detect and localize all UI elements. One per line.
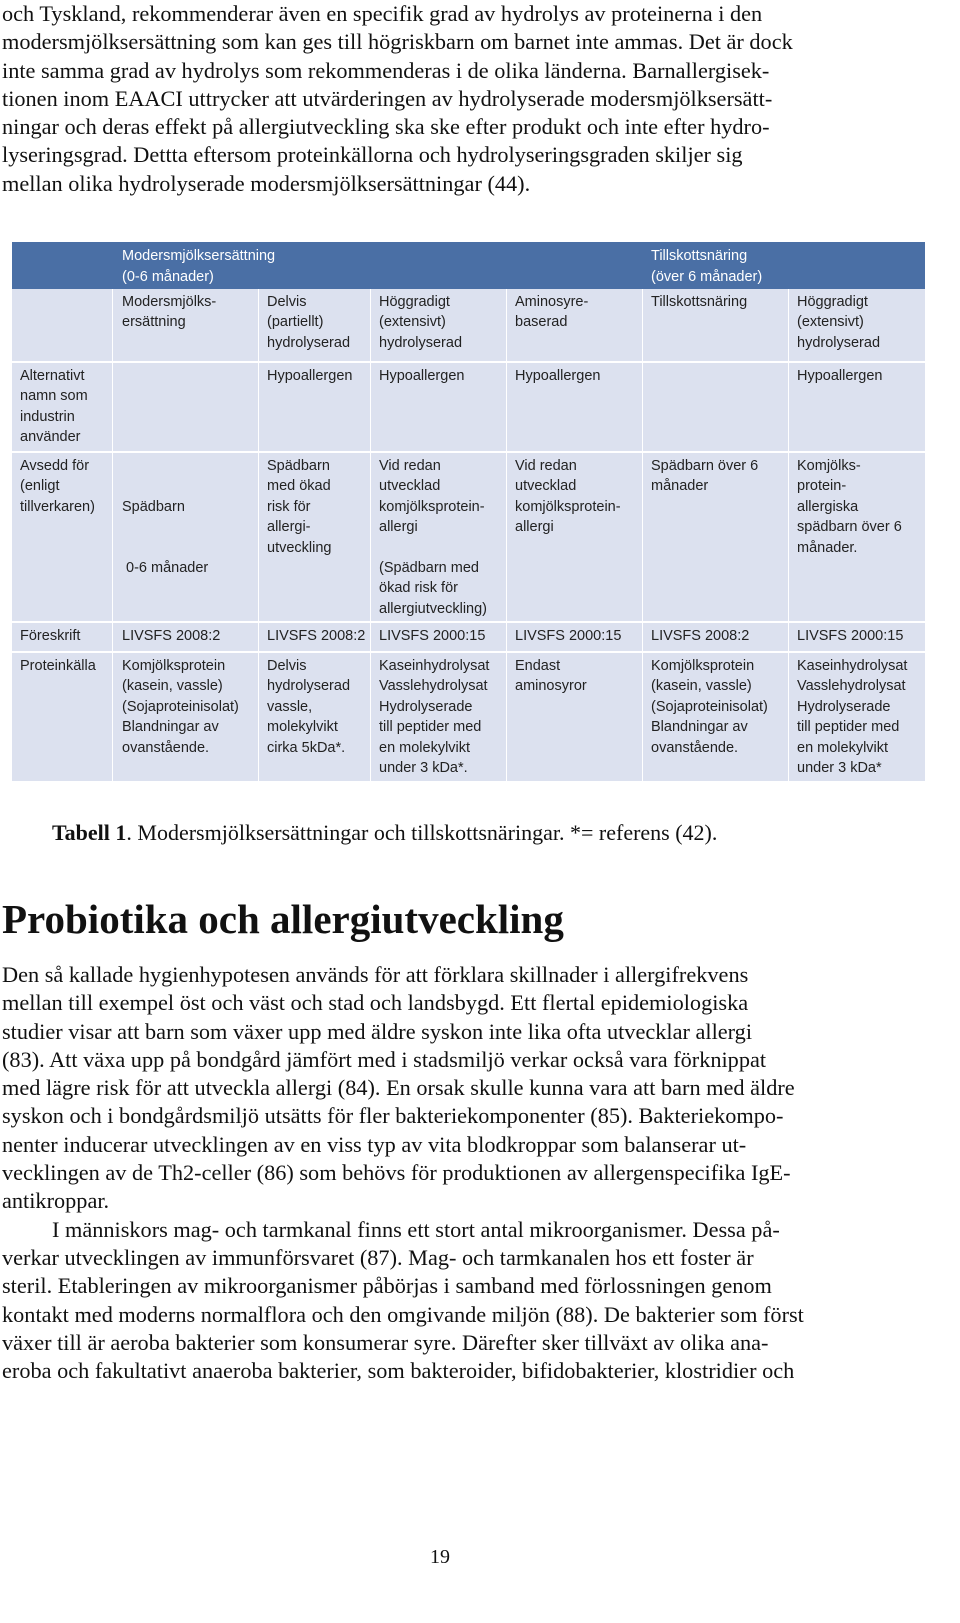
table-divider xyxy=(506,453,507,621)
text-line: Den så kallade hygienhypotesen används för att förklara skillnader i allergifrekvens xyxy=(2,962,749,987)
table-cell xyxy=(267,366,352,386)
cell-line: LIVSFS 2000:15 xyxy=(515,628,622,644)
cell-line: (Sojaproteinisolat) xyxy=(122,698,239,715)
cell-line xyxy=(379,538,487,558)
text-line: antikroppar. xyxy=(2,1188,110,1214)
cell-line: hydrolyserad xyxy=(379,334,463,351)
header-line: (0-6 månader) xyxy=(122,268,214,285)
cell-line: (kasein, vassle) xyxy=(122,678,223,695)
column-header xyxy=(651,292,747,312)
page-number: 19 xyxy=(430,1546,450,1568)
cell-line: Proteinkälla xyxy=(20,658,96,674)
table-divider xyxy=(370,363,371,451)
table-cell xyxy=(379,656,489,778)
table-row xyxy=(12,653,925,781)
column-header xyxy=(797,292,880,353)
cell-line: (extensivt) xyxy=(379,314,446,331)
cell-line: en molekylvikt xyxy=(379,739,471,756)
cell-line: (partiellt) xyxy=(267,314,324,331)
cell-line: Delvis xyxy=(267,294,307,310)
cell-line: allergiska xyxy=(797,498,859,515)
cell-line: Alternativt xyxy=(20,368,85,384)
text-line: kontakt med moderns normalflora och den omgivande miljön (88). De bakterier som först xyxy=(2,1301,804,1327)
column-header xyxy=(379,292,462,353)
cell-line: Kaseinhydrolysat xyxy=(797,658,908,674)
table-divider xyxy=(258,453,259,621)
cell-line: en molekylvikt xyxy=(797,739,889,756)
header-line: Modersmjölksersättning xyxy=(122,248,276,264)
table-divider xyxy=(788,289,789,361)
cell-line: Spädbarn xyxy=(267,458,330,474)
cell-line: tillverkaren) xyxy=(20,498,95,515)
cell-line: Delvis xyxy=(267,658,307,674)
table-divider xyxy=(788,623,789,651)
cell-line: Vid redan xyxy=(379,458,441,474)
text-line: studier visar att barn som växer upp med äldre syskon inte lika ofta utvecklar allergi xyxy=(2,1018,753,1044)
table-divider xyxy=(642,653,643,781)
cell-line: Spädbarn xyxy=(122,498,185,515)
table-divider xyxy=(112,653,113,781)
cell-line: Hydrolyserade xyxy=(797,698,891,715)
cell-line: Höggradigt xyxy=(797,294,868,310)
cell-line: Komjölksprotein xyxy=(651,658,755,674)
table-divider xyxy=(642,623,643,651)
cell-line: Höggradigt xyxy=(379,294,450,310)
text-line: med lägre risk för att utveckla allergi (84). En orsak skulle kunna vara att barn med äldre xyxy=(2,1075,795,1101)
table-cell xyxy=(515,656,587,697)
row-label xyxy=(20,456,95,517)
table-cell xyxy=(651,626,749,646)
table-cell xyxy=(122,656,239,758)
table-row xyxy=(12,453,925,621)
cell-line: baserad xyxy=(515,314,568,331)
table-cell xyxy=(515,366,600,386)
table-cell xyxy=(651,656,768,758)
table-divider xyxy=(506,623,507,651)
table-cell xyxy=(651,456,758,497)
table-divider xyxy=(506,363,507,451)
text-line: syskon och i bondgårdsmiljö utsätts för fler bakteriekomponenter (85). Bakteriekompo- xyxy=(2,1103,784,1129)
cell-line: ovanstående. xyxy=(122,739,210,756)
cell-line: Endast xyxy=(515,658,561,674)
text-line: vecklingen av de Th2-celler (86) som behövs för produktionen av allergenspecifika IgE- xyxy=(2,1160,791,1186)
text-line: eroba och fakultativt anaeroba bakterier, som bakteroider, bifidobakterier, klostridier och xyxy=(2,1358,795,1384)
group-header-formula xyxy=(122,246,275,287)
cell-line: Spädbarn över 6 xyxy=(651,458,759,474)
cell-line: (Spädbarn med xyxy=(379,560,479,577)
cell-line: Hypoallergen xyxy=(267,368,353,384)
cell-line: månader. xyxy=(797,539,858,556)
cell-line: allergiutveckling) xyxy=(379,600,487,617)
cell-line: till peptider med xyxy=(797,719,900,736)
cell-line: allergi xyxy=(379,519,418,536)
table-cell xyxy=(267,656,350,758)
table-divider xyxy=(112,289,113,361)
cell-line: (extensivt) xyxy=(797,314,864,331)
cell-line: ovanstående. xyxy=(651,739,739,756)
row-label xyxy=(20,366,88,448)
table-divider xyxy=(506,653,507,781)
table-divider xyxy=(370,453,371,621)
cell-line: vassle, xyxy=(267,698,313,715)
cell-line: Komjölksprotein xyxy=(122,658,226,674)
cell-line: ersättning xyxy=(122,314,186,331)
table-divider xyxy=(370,653,371,781)
cell-line: namn som xyxy=(20,388,88,405)
table-row xyxy=(12,363,925,451)
cell-line: månader xyxy=(651,478,709,495)
cell-line: Hypoallergen xyxy=(379,368,465,384)
column-header xyxy=(267,292,350,353)
table-divider xyxy=(642,289,643,361)
text-line: I människors mag- och tarmkanal finns ett stort antal mikroorganismer. Dessa på- xyxy=(52,1216,780,1242)
table-divider xyxy=(258,289,259,361)
table-divider xyxy=(370,289,371,361)
cell-line: (Sojaproteinisolat) xyxy=(651,698,768,715)
cell-line: Föreskrift xyxy=(20,628,81,644)
cell-line: hydrolyserad xyxy=(267,334,351,351)
cell-line: LIVSFS 2008:2 xyxy=(122,628,221,644)
table-divider xyxy=(112,623,113,651)
text-line: och Tyskland, rekommenderar även en specifik grad av hydrolys av proteinerna i den xyxy=(2,1,763,26)
cell-line: hydrolyserad xyxy=(797,334,881,351)
table-cell xyxy=(515,456,621,538)
table-group-header-row xyxy=(12,242,925,293)
cell-line: Aminosyre- xyxy=(515,294,589,310)
cell-line: Kaseinhydrolysat xyxy=(379,658,490,674)
cell-line: Blandningar av xyxy=(651,719,748,736)
cell-line: utveckling xyxy=(267,539,332,556)
cell-line: Hydrolyserade xyxy=(379,698,473,715)
table-divider xyxy=(788,453,789,621)
table-cell xyxy=(267,626,365,646)
table-divider xyxy=(642,453,643,621)
table-divider xyxy=(506,289,507,361)
section-heading: Probiotika och allergiutveckling xyxy=(2,896,564,942)
text-line: lyseringsgrad. Dettta eftersom proteinkällorna och hydrolyseringsgraden skiljer sig xyxy=(2,142,743,168)
cell-line: Komjölks- xyxy=(797,458,861,474)
cell-line: industrin xyxy=(20,408,75,425)
cell-line: molekylvikt xyxy=(267,719,338,736)
cell-line: allergi- xyxy=(267,519,311,536)
cell-line: komjölksprotein- xyxy=(515,498,621,515)
body-paragraph xyxy=(2,961,920,1385)
table-cell xyxy=(267,456,331,558)
text-line: modersmjölksersättning som kan ges till högriskbarn om barnet inte ammas. Det är dock xyxy=(2,29,793,55)
cell-line: Vasslehydrolysat xyxy=(379,678,488,695)
text-line: växer till är aeroba bakterier som konsumerar syre. Därefter sker tillväxt av olika ana- xyxy=(2,1329,769,1355)
cell-line: hydrolyserad xyxy=(267,678,351,695)
table-cell xyxy=(797,656,907,778)
table-cell xyxy=(379,626,485,646)
table-divider xyxy=(370,623,371,651)
cell-line: LIVSFS 2008:2 xyxy=(651,628,750,644)
cell-line: till peptider med xyxy=(379,719,482,736)
table-cell xyxy=(379,456,487,619)
cell-line: ökad risk för xyxy=(379,580,458,597)
table-divider xyxy=(788,653,789,781)
column-header xyxy=(122,292,216,333)
cell-line: protein- xyxy=(797,478,847,495)
table-divider xyxy=(258,623,259,651)
cell-line: utvecklad xyxy=(515,478,577,495)
row-label xyxy=(20,656,96,676)
cell-line: risk för xyxy=(267,498,311,515)
table-divider xyxy=(112,453,113,621)
cell-line: komjölksprotein- xyxy=(379,498,485,515)
text-line: inte samma grad av hydrolys som rekommenderas i de olika länderna. Barnallergisek- xyxy=(2,57,770,83)
cell-line: Hypoallergen xyxy=(515,368,601,384)
cell-line: under 3 kDa*. xyxy=(379,760,468,777)
table-divider xyxy=(642,363,643,451)
cell-line: med ökad xyxy=(267,478,331,495)
text-line: ningar och deras effekt på allergiutveckling ska ske efter produkt och inte efter hydro- xyxy=(2,114,770,140)
cell-line: 0-6 månader xyxy=(122,560,209,577)
table-cell xyxy=(379,366,464,386)
cell-line: spädbarn över 6 xyxy=(797,519,902,536)
table-divider xyxy=(258,653,259,781)
group-header-supplement xyxy=(651,246,762,287)
table-row xyxy=(12,623,925,651)
table-cell xyxy=(797,366,882,386)
cell-line: använder xyxy=(20,429,81,446)
text-line: mellan olika hydrolyserade modersmjölksersättningar (44). xyxy=(2,170,531,196)
table-divider xyxy=(788,363,789,451)
cell-line: Modersmjölks- xyxy=(122,294,217,310)
caption-label: Tabell 1 xyxy=(52,820,127,845)
caption-text: . Modersmjölksersättningar och tillskottsnäringar. *= referens (42). xyxy=(126,820,718,845)
cell-line: aminosyror xyxy=(515,678,587,695)
cell-line: (kasein, vassle) xyxy=(651,678,752,695)
text-line: (83). Att växa upp på bondgård jämfört med i stadsmiljö verkar också vara förknippat xyxy=(2,1046,767,1072)
header-line: Tillskottsnäring xyxy=(651,248,748,264)
table-divider xyxy=(258,363,259,451)
cell-line: LIVSFS 2000:15 xyxy=(797,628,904,644)
cell-line: Vasslehydrolysat xyxy=(797,678,906,695)
text-line: steril. Etableringen av mikroorganismer påbörjas i samband med förlossningen genom xyxy=(2,1273,772,1299)
table-cell xyxy=(122,626,220,646)
table-cell xyxy=(515,626,621,646)
cell-line: cirka 5kDa*. xyxy=(267,739,346,756)
table-cell xyxy=(122,456,208,619)
text-line: nenter inducerar utvecklingen av en viss typ av vita blodkroppar som balanserar ut- xyxy=(2,1131,747,1157)
intro-paragraph xyxy=(2,0,920,198)
cell-line: LIVSFS 2008:2 xyxy=(267,628,366,644)
cell-line: utvecklad xyxy=(379,478,441,495)
cell-line: Avsedd för xyxy=(20,458,90,474)
cell-line: under 3 kDa* xyxy=(797,760,882,777)
text-line: mellan till exempel öst och väst och stad och landsbygd. Ett flertal epidemiologiska xyxy=(2,990,749,1016)
cell-line: allergi xyxy=(515,519,554,536)
header-line: (över 6 månader) xyxy=(651,268,763,285)
cell-line: Blandningar av xyxy=(122,719,219,736)
text-line: tionen inom EAACI uttrycker att utvärderingen av hydrolyserade modersmjölksersätt- xyxy=(2,85,773,111)
table-cell xyxy=(797,456,902,558)
table-cell xyxy=(797,626,903,646)
cell-line: Vid redan xyxy=(515,458,577,474)
cell-line: Hypoallergen xyxy=(797,368,883,384)
table-caption xyxy=(52,820,717,846)
cell-line: LIVSFS 2000:15 xyxy=(379,628,486,644)
table-column-header-row xyxy=(12,289,925,361)
row-label xyxy=(20,626,80,646)
column-header xyxy=(515,292,588,333)
table-divider xyxy=(112,363,113,451)
cell-line: (enligt xyxy=(20,478,60,495)
text-line: verkar utvecklingen av immunförsvaret (87). Mag- och tarmkanalen hos ett foster är xyxy=(2,1244,754,1270)
cell-line: Tillskottsnäring xyxy=(651,294,748,310)
